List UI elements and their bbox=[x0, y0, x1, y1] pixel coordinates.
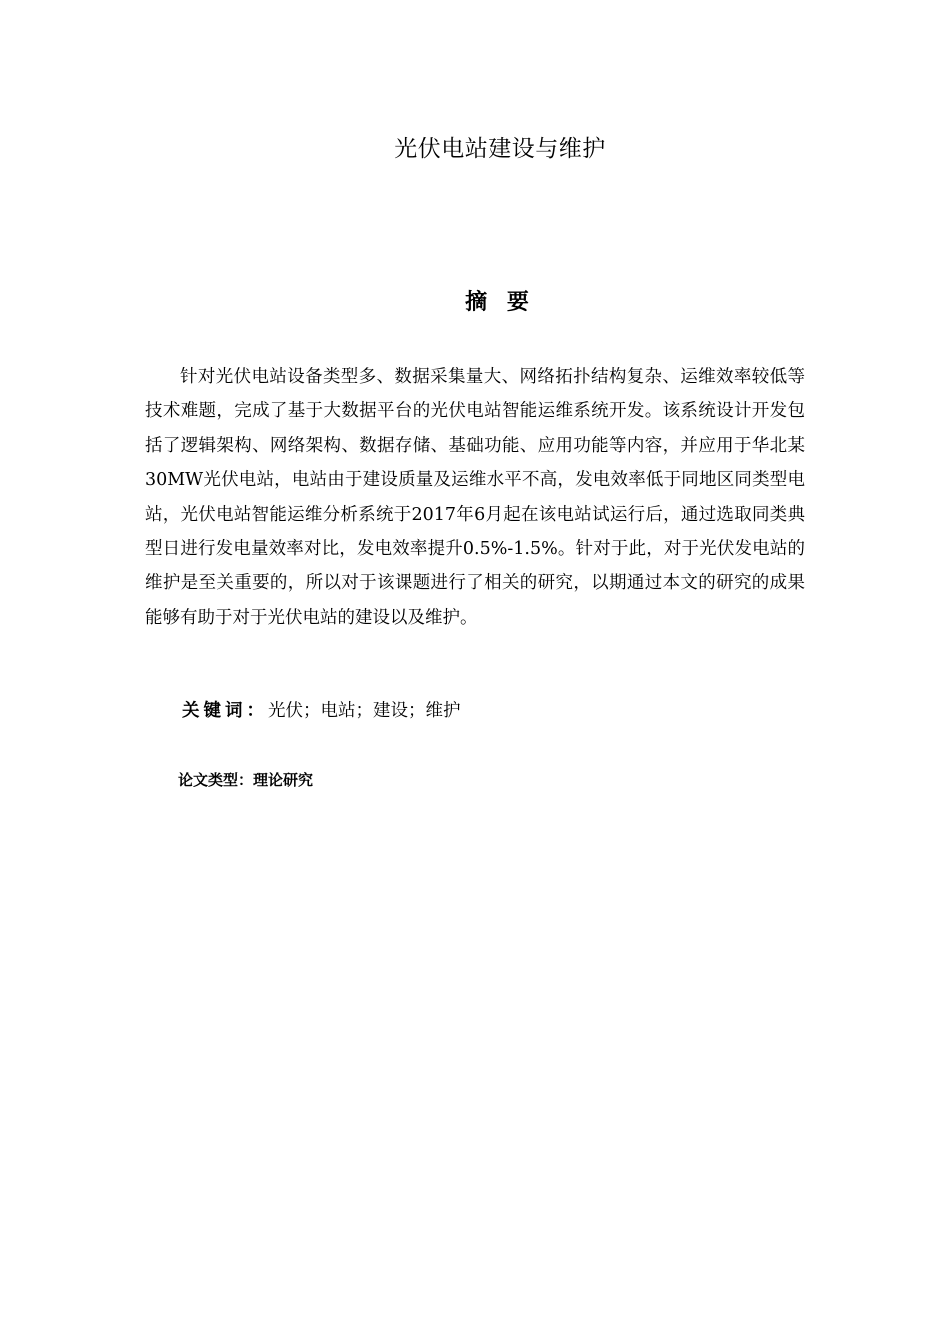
paper-type-value: 理论研究 bbox=[253, 771, 314, 789]
keywords-line bbox=[182, 694, 782, 728]
paper-type-label: 论文类型： bbox=[178, 771, 254, 789]
document-title: 光伏电站建设与维护 bbox=[394, 136, 606, 162]
abstract-heading: 摘 要 bbox=[465, 289, 535, 315]
paper-type-line bbox=[178, 766, 778, 794]
keywords-label: 关键词： bbox=[182, 701, 268, 721]
abstract-body: 针对光伏电站设备类型多、数据采集量大、网络拓扑结构复杂、运维效率较低等技术难题，完成了基于大数据平台的光伏电站智能运维系统开发。该系统设计开发包括了逻辑架构、网络架构、数据存储、基础功能、应用功能等内容，并应用于华北某30MW光伏电站，电站由于建设质量及运维水平不高，发电效率低于同地区同类型电站，光伏电站智能运维分析系统于2017年6月起在该电站试运行后，通过选取同类典型日进行发电量效率对比，发电效率提升0.5%-1.5%。针对于此，对于光伏发电站的维护是至关重要的，所以对于该课题进行了相关的研究，以期通过本文的研究的成果能够有助于对于光伏电站的建设以及维护。 bbox=[145, 367, 805, 628]
keywords-value: 光伏；电站；建设；维护 bbox=[268, 701, 461, 721]
